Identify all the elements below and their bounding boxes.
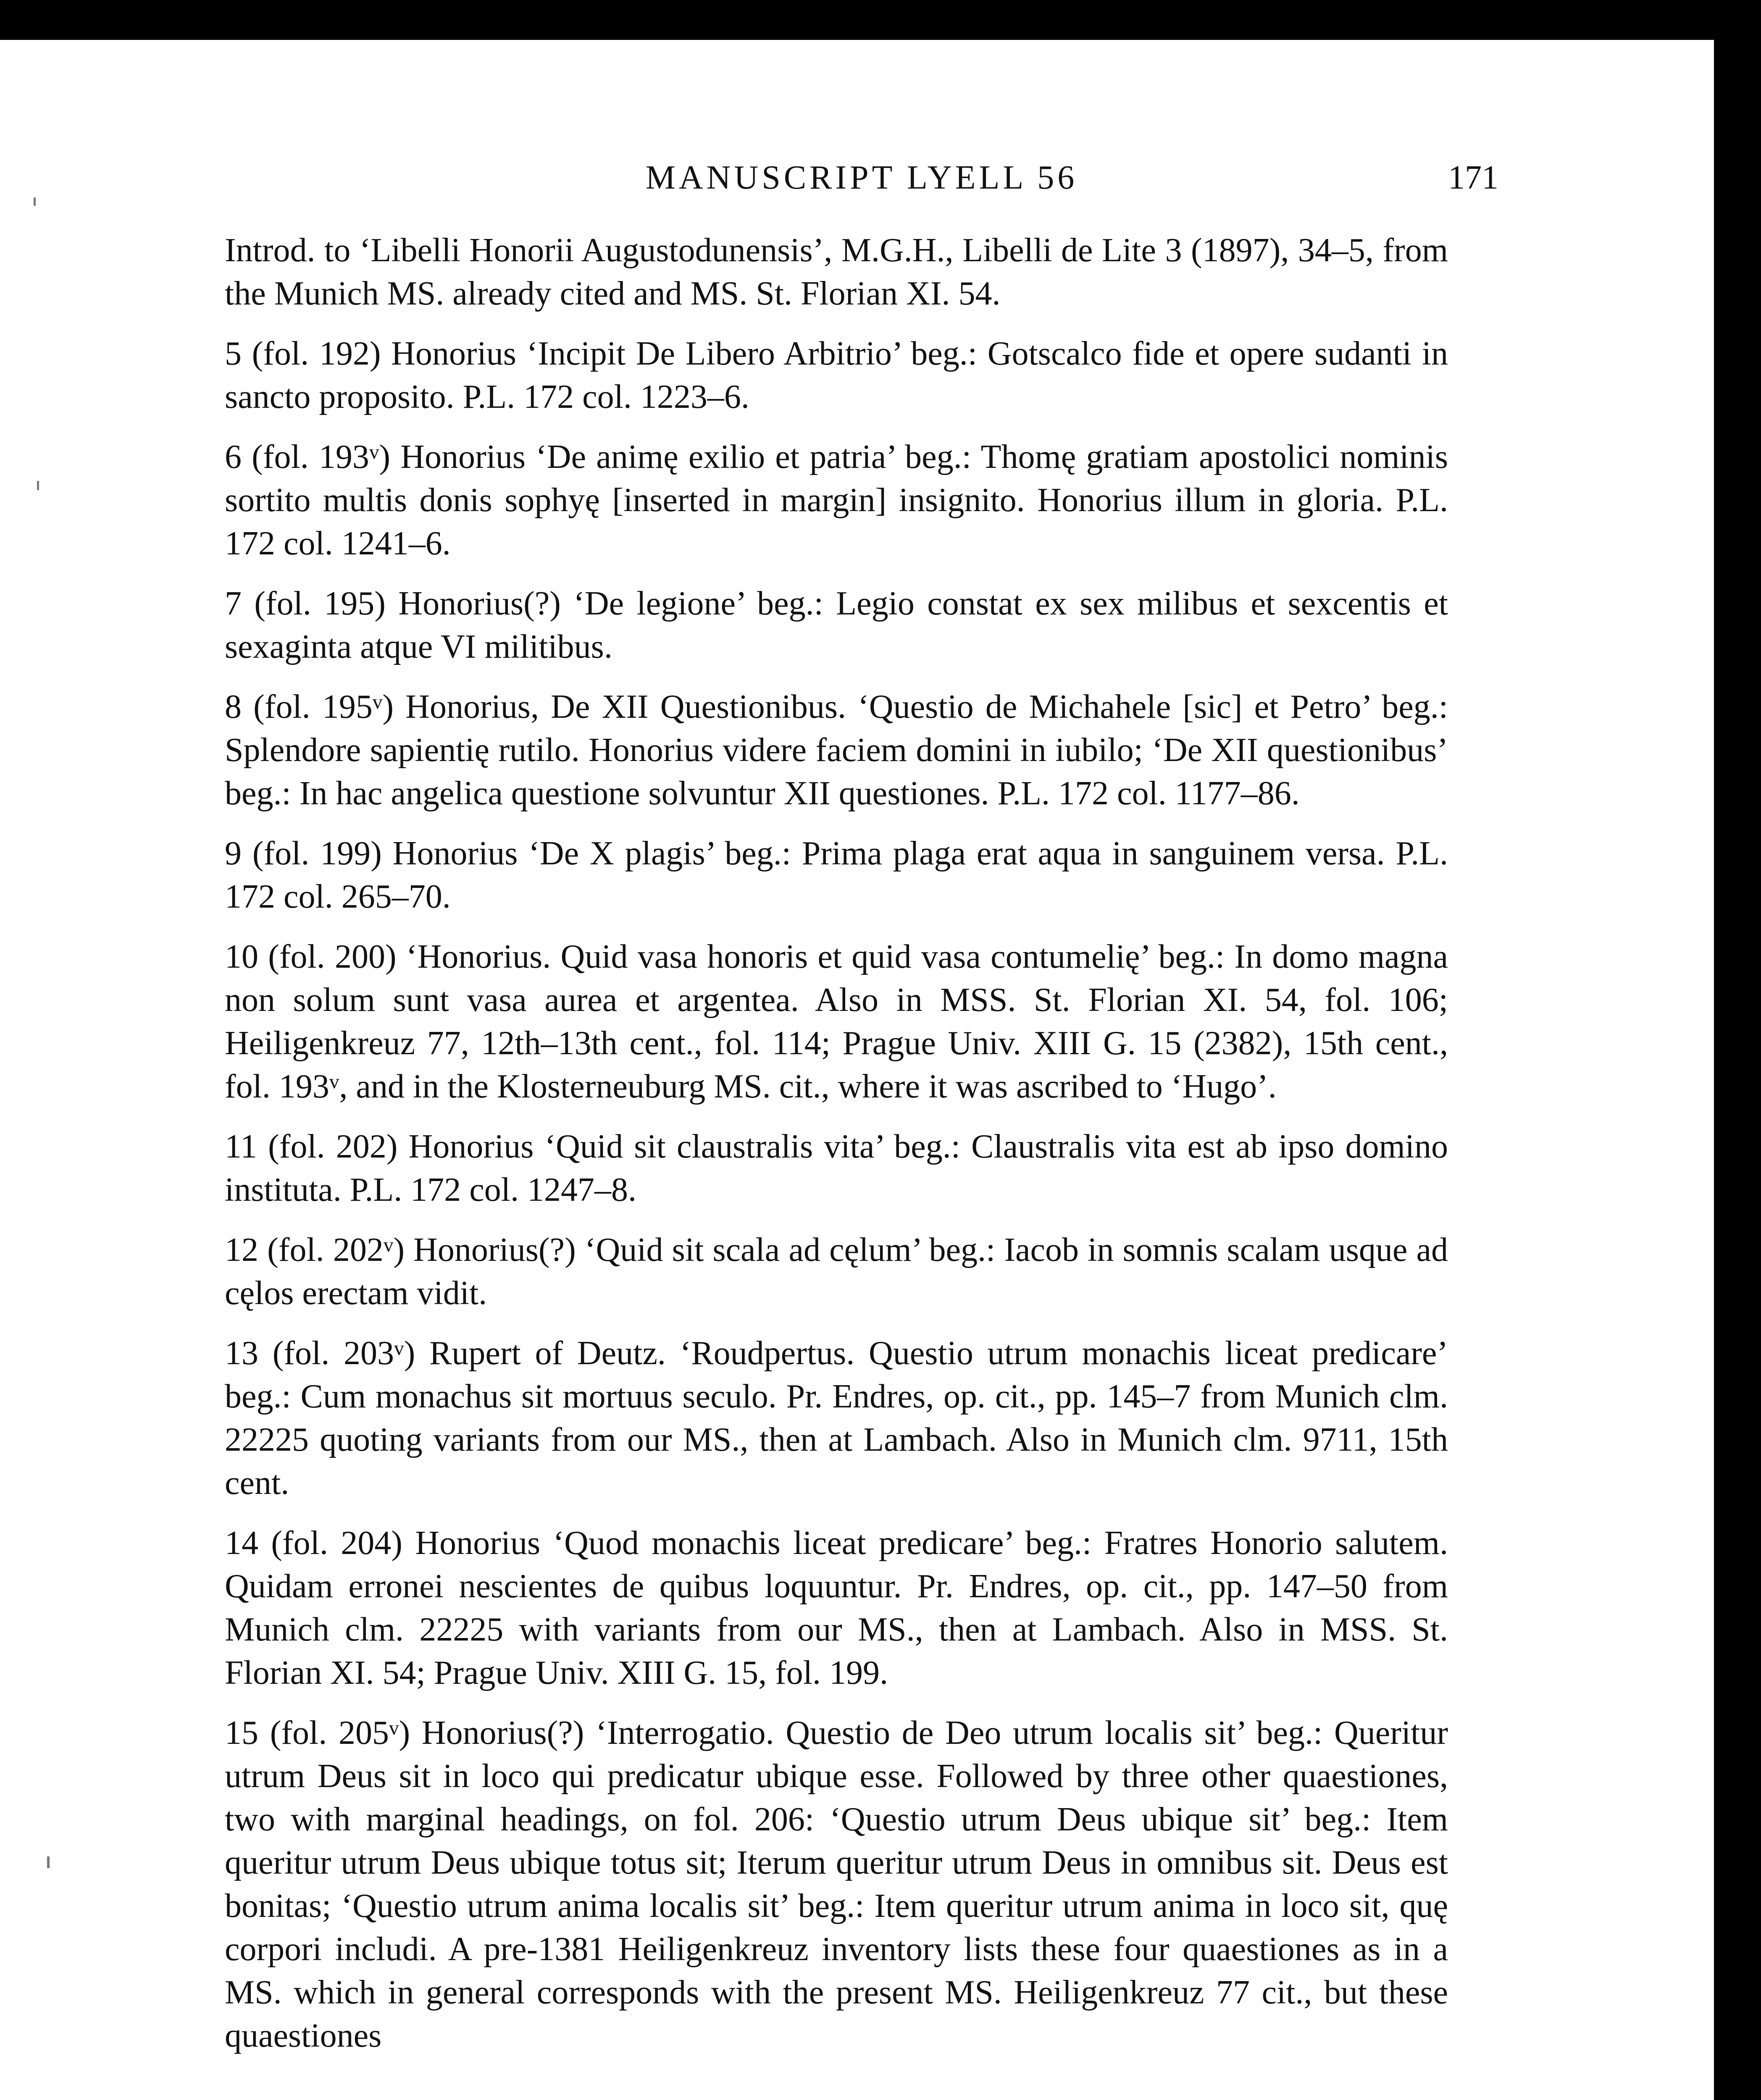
entry-paragraph: Introd. to ‘Libelli Honorii Augustodunensis’, M.G.H., Libelli de Lite 3 (1897), 34–5, from the Munich MS. already cited and MS. St. Florian XI. 54. bbox=[225, 232, 1448, 312]
entry-paragraph: 8 (fol. 195ᵛ) Honorius, De XII Questionibus. ‘Questio de Michahele [sic] et Petro’ beg.: Splendore sapientię rutilo. Honorius videre faciem domini in iubilo; ‘De XII questionibus’ beg.: In hac angelica questione solvuntur XII questiones. P.L. 172 col. 1177–86. bbox=[225, 688, 1448, 812]
page-header bbox=[225, 152, 1498, 203]
entry-paragraph: 7 (fol. 195) Honorius(?) ‘De legione’ beg.: Legio constat ex sex milibus et sexcentis et sexaginta atque VI militibus. bbox=[225, 585, 1448, 665]
page-number: 171 bbox=[1448, 159, 1498, 196]
entry-paragraph: 12 (fol. 202ᵛ) Honorius(?) ‘Quid sit scala ad cęlum’ beg.: Iacob in somnis scalam usque ad cęlos erectam vidit. bbox=[225, 1231, 1448, 1312]
entry-paragraph: 9 (fol. 199) Honorius ‘De X plagis’ beg.: Prima plaga erat aqua in sanguinem versa. P.L. 172 col. 265–70. bbox=[225, 835, 1448, 915]
entry-paragraph: 5 (fol. 192) Honorius ‘Incipit De Libero Arbitrio’ beg.: Gotscalco fide et opere sudanti in sancto proposito. P.L. 172 col. 1223–6. bbox=[225, 335, 1448, 415]
entry-paragraph: 14 (fol. 204) Honorius ‘Quod monachis liceat predicare’ beg.: Fratres Honorio salutem. Quidam erronei nescientes de quibus loquuntur. Pr. Endres, op. cit., pp. 147–50 from Munich clm. 22225 with variants from our MS., then at Lambach. Also in MSS. St. Florian XI. 54; Prague Univ. XIII G. 15, fol. 199. bbox=[225, 1525, 1448, 1691]
manuscript-entries bbox=[225, 229, 1448, 2074]
scan-border-right bbox=[1714, 0, 1761, 2100]
entry-paragraph: 11 (fol. 202) Honorius ‘Quid sit claustralis vita’ beg.: Claustralis vita est ab ipso domino instituta. P.L. 172 col. 1247–8. bbox=[225, 1128, 1448, 1208]
entry-paragraph: 15 (fol. 205ᵛ) Honorius(?) ‘Interrogatio. Questio de Deo utrum localis sit’ beg.: Queritur utrum Deus sit in loco qui predicatur ubique esse. Followed by three other quaestiones, two with marginal headings, on fol. 206: ‘Questio utrum Deus ubique sit’ beg.: Item queritur utrum Deus ubique totus sit; Iterum queritur utrum Deus in omnibus sit. Deus est bonitas; ‘Questio utrum anima localis sit’ beg.: Item queritur utrum anima in loco sit, quę corpori includi. A pre-1381 Heiligenkreuz inventory lists these four quaestiones as in a MS. which in general corresponds with the present MS. Heiligenkreuz 77 cit., but these quaestiones bbox=[225, 1714, 1448, 2054]
entry-paragraph: 10 (fol. 200) ‘Honorius. Quid vasa honoris et quid vasa contumelię’ beg.: In domo magna non solum sunt vasa aurea et argentea. Also in MSS. St. Florian XI. 54, fol. 106; Heiligenkreuz 77, 12th–13th cent., fol. 114; Prague Univ. XIII G. 15 (2382), 15th cent., fol. 193ᵛ, and in the Klosterneuburg MS. cit., where it was ascribed to ‘Hugo’. bbox=[225, 938, 1448, 1105]
margin-speck bbox=[34, 197, 36, 206]
running-head: MANUSCRIPT LYELL 56 bbox=[645, 159, 1078, 196]
entry-paragraph: 6 (fol. 193ᵛ) Honorius ‘De animę exilio et patria’ beg.: Thomę gratiam apostolici nominis sortito multis donis sophyę [inserted in margin] insignito. Honorius illum in gloria. P.L. 172 col. 1241–6. bbox=[225, 438, 1448, 562]
entry-paragraph: 13 (fol. 203ᵛ) Rupert of Deutz. ‘Roudpertus. Questio utrum monachis liceat predicare’ beg.: Cum monachus sit mortuus seculo. Pr. Endres, op. cit., pp. 145–7 from Munich clm. 22225 quoting variants from our MS., then at Lambach. Also in Munich clm. 9711, 15th cent. bbox=[225, 1335, 1448, 1502]
margin-speck bbox=[37, 481, 39, 490]
margin-speck bbox=[47, 1856, 50, 1868]
